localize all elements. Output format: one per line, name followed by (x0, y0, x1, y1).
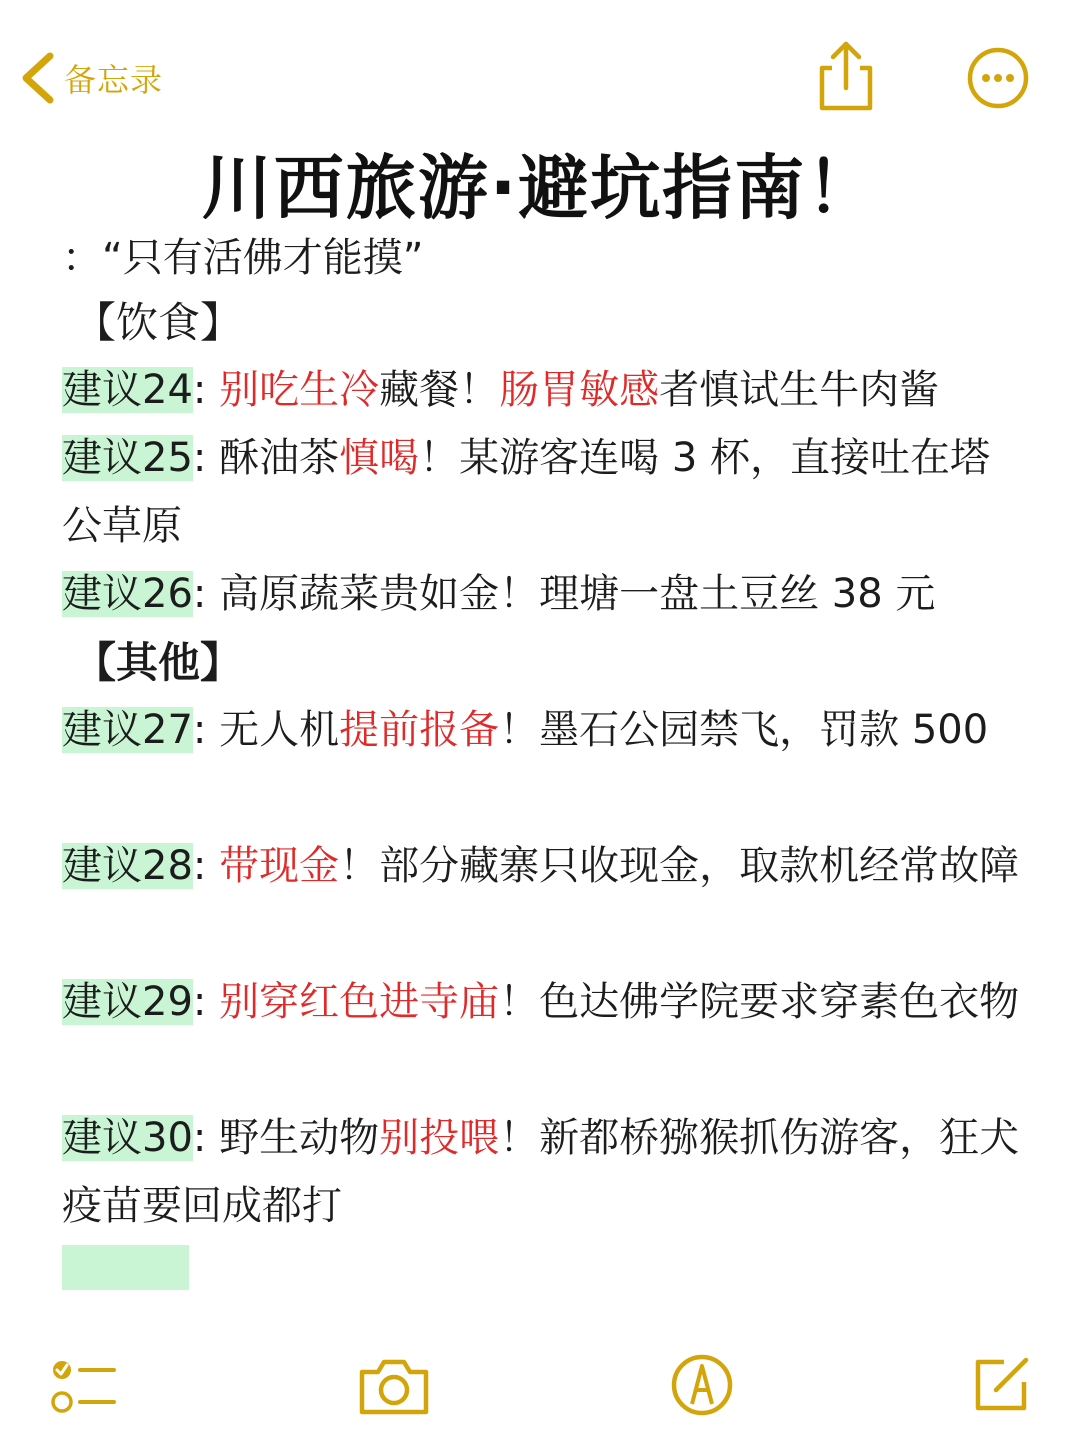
top-bar (0, 0, 1080, 130)
section-food-heading: 【饮食】 (74, 298, 243, 347)
bottom-toolbar (0, 1340, 1080, 1440)
markup-button[interactable] (670, 1352, 734, 1418)
chevron-left-icon (18, 50, 58, 106)
tip-text: ！墨石公园禁飞，罚款 500 (499, 707, 989, 753)
tip-text: : (192, 367, 220, 413)
tip-text: 者慎试生牛肉酱 (659, 367, 940, 413)
tip-tag: 建议25 (62, 435, 193, 481)
tip-text: : 野生动物 (192, 1115, 380, 1161)
tip-highlight: 肠胃敏感 (499, 367, 660, 413)
note-title: 川西旅游·避坑指南！ (201, 147, 879, 229)
tip-highlight: 提前报备 (339, 707, 500, 753)
compose-icon (970, 1352, 1034, 1416)
more-icon (966, 46, 1030, 110)
tip-27 (62, 696, 1022, 764)
tip-highlight: 别投喂 (379, 1115, 500, 1161)
compose-button[interactable] (970, 1352, 1034, 1416)
tip-28 (62, 832, 1022, 900)
camera-button[interactable] (356, 1354, 432, 1418)
back-label: 备忘录 (64, 61, 164, 99)
tip-highlight: 慎喝 (339, 435, 420, 481)
tip-tag: 建议29 (62, 979, 193, 1025)
section-other-heading: 【其他】 (74, 638, 243, 687)
tip-text: ！某游客连喝 3 杯，直接吐在塔公草原 (62, 435, 990, 549)
markup-pen-icon (670, 1352, 734, 1418)
tip-text: 藏餐！ (379, 367, 500, 413)
tip-tag: 建议28 (62, 843, 193, 889)
camera-icon (356, 1354, 432, 1418)
quote-line: ：“只有活佛才能摸” (62, 235, 424, 281)
more-button[interactable] (966, 46, 1030, 110)
tip-highlight: 带现金 (219, 843, 340, 889)
tip-text: ！色达佛学院要求穿素色衣物 (499, 979, 1020, 1025)
tip-30 (62, 1104, 1022, 1240)
tip-26 (62, 560, 1022, 628)
share-icon (812, 38, 880, 114)
tip-text: : 酥油茶 (192, 435, 340, 481)
checklist-button[interactable] (50, 1354, 118, 1418)
tip-highlight: 别吃生冷 (219, 367, 380, 413)
tip-29 (62, 968, 1022, 1036)
tip-tag: 建议24 (62, 367, 193, 413)
tip-text: : 高原蔬菜贵如金！理塘一盘土豆丝 38 元 (192, 571, 936, 617)
tip-tag: 建议27 (62, 707, 193, 753)
empty-highlight-block (62, 1245, 189, 1290)
tip-tag: 建议26 (62, 571, 193, 617)
tip-25 (62, 424, 1022, 560)
tip-tag: 建议30 (62, 1115, 193, 1161)
tip-text: : (192, 979, 220, 1025)
tip-24 (62, 356, 1022, 424)
tip-text: : 无人机 (192, 707, 340, 753)
tip-text: ！部分藏寨只收现金，取款机经常故障 (339, 843, 1020, 889)
tip-text: ！新都桥猕猴抓伤游客，狂犬疫苗要回成都打 (62, 1115, 1020, 1229)
back-button[interactable] (18, 50, 163, 106)
tip-highlight: 别穿红色进寺庙 (219, 979, 500, 1025)
share-button[interactable] (812, 38, 880, 114)
checklist-icon (50, 1354, 118, 1418)
tip-text: : (192, 843, 220, 889)
